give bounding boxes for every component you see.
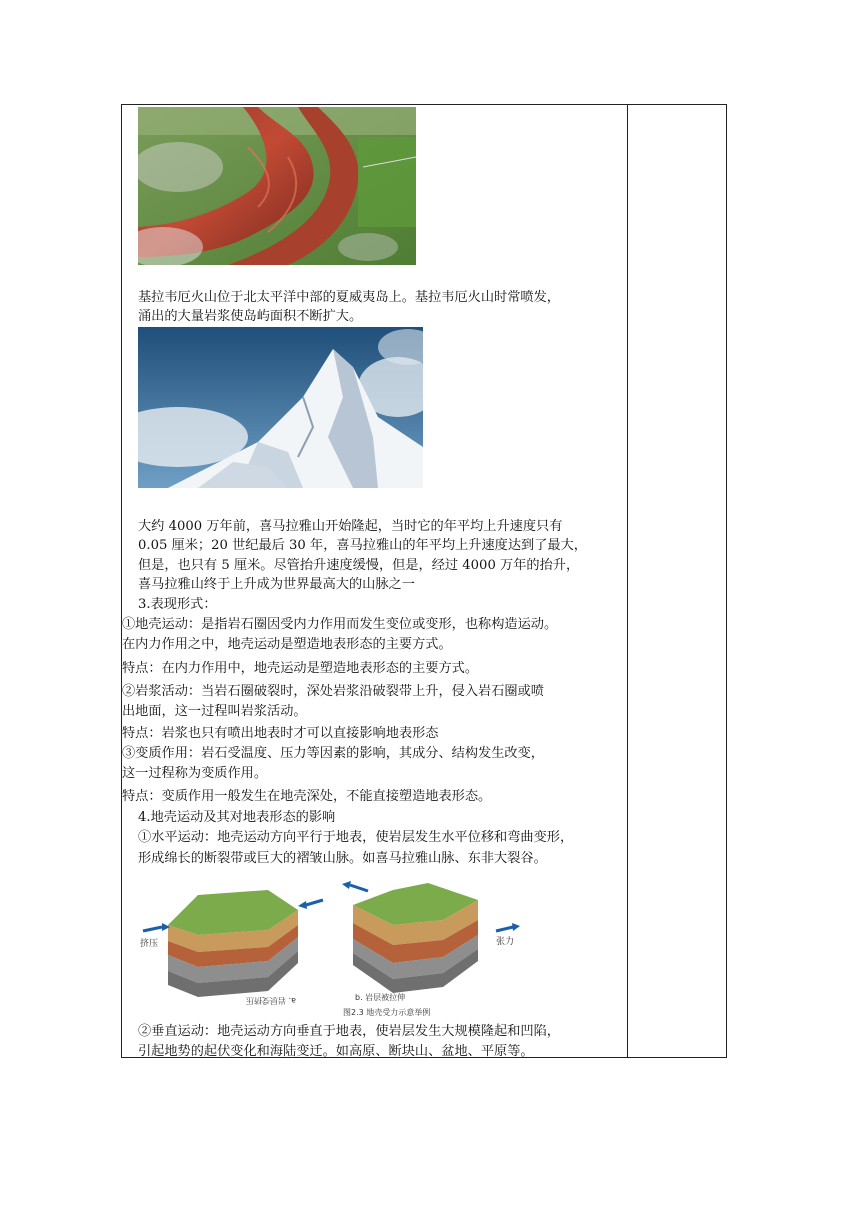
text-line: ②岩浆活动：当岩石圈破裂时，深处岩浆沿破裂带上升，侵入岩石圈或喷 — [122, 684, 544, 699]
column-divider — [627, 105, 628, 1057]
lava-flow-photo — [138, 107, 416, 265]
text-line: ①水平运动：地壳运动方向平行于地表，使岩层发生水平位移和弯曲变形， — [138, 830, 574, 845]
diagram-caption-b: b. 岩层被拉伸 — [355, 993, 406, 1002]
text-line: 特点：在内力作用中，地壳运动是塑造地表形态的主要方式。 — [122, 661, 479, 676]
diagram-label-right: 张力 — [496, 937, 515, 947]
text-line: 但是，也只有 5 厘米。尽管抬升速度缓慢，但是，经过 4000 万年的抬升， — [138, 558, 580, 573]
text-line: 在内力作用之中，地壳运动是塑造地表形态的主要方式。 — [122, 637, 452, 652]
crustal-stress-diagram — [138, 875, 533, 1021]
text-line: 喜马拉雅山终于上升成为世界最高大的山脉之一 — [138, 577, 415, 592]
text-line: 0.05 厘米；20 世纪最后 30 年，喜马拉雅山的年平均上升速度达到了最大， — [138, 538, 587, 553]
text-line: 涌出的大量岩浆使岛屿面积不断扩大。 — [138, 309, 363, 324]
text-line: 这一过程称为变质作用。 — [122, 766, 268, 781]
main-cell — [122, 105, 627, 1057]
text-line: ③变质作用：岩石受温度、压力等因素的影响，其成分、结构发生改变， — [122, 746, 544, 761]
text-line: 大约 4000 万年前，喜马拉雅山开始隆起，当时它的年平均上升速度只有 — [138, 519, 563, 534]
diagram-figure-caption: 图2.3 地壳受力示意举例 — [343, 1008, 431, 1017]
content-table — [121, 104, 727, 1058]
diagram-caption-a: a. 岩层受挤压 — [246, 996, 296, 1005]
text-line: 基拉韦厄火山位于北太平洋中部的夏威夷岛上。基拉韦厄火山时常喷发， — [138, 290, 560, 305]
tension-block — [342, 881, 520, 993]
text-line: 形成绵长的断裂带或巨大的褶皱山脉。如喜马拉雅山脉、东非大裂谷。 — [138, 851, 547, 866]
text-line: 特点：岩浆也只有喷出地表时才可以直接影响地表形态 — [122, 726, 439, 741]
section-heading: 4.地壳运动及其对地表形态的影响 — [138, 810, 336, 825]
text-line: ②垂直运动：地壳运动方向垂直于地表，使岩层发生大规模隆起和凹陷， — [138, 1024, 560, 1039]
section-heading: 3.表现形式： — [138, 597, 217, 612]
text-line: 出地面，这一过程叫岩浆活动。 — [122, 704, 307, 719]
text-line: 引起地势的起伏变化和海陆变迁。如高原、断块山、盆地、平原等。 — [138, 1044, 534, 1059]
text-line: 特点：变质作用一般发生在地壳深处，不能直接塑造地表形态。 — [122, 789, 492, 804]
himalaya-mountain-photo — [138, 327, 423, 488]
compression-block — [143, 890, 323, 997]
diagram-label-left: 挤压 — [140, 939, 159, 949]
text-line: ①地壳运动：是指岩石圈因受内力作用而发生变位或变形，也称构造运动。 — [122, 617, 558, 632]
